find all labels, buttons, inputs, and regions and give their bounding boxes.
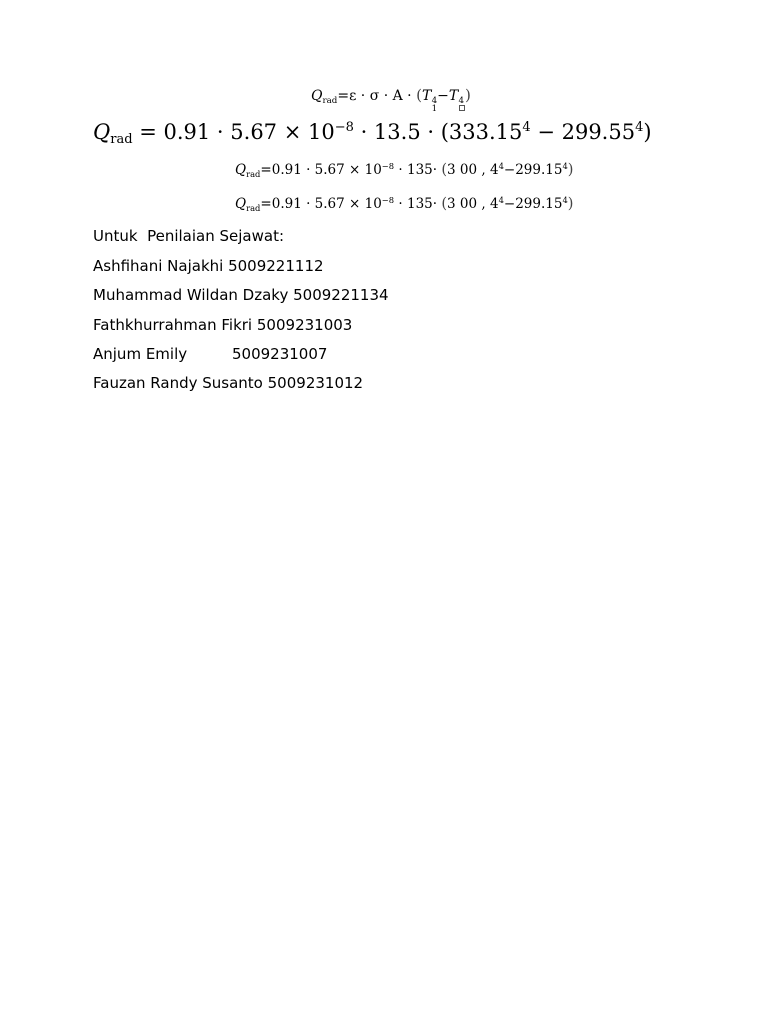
eq2-exponent-1: −8 <box>334 120 354 135</box>
member-name-1: Ashfihani Najakhi <box>93 257 224 275</box>
member-name-5: Fauzan Randy Susanto <box>93 374 263 392</box>
eq1-placeholder-box <box>459 105 465 111</box>
eq2-exponent-3: 4 <box>635 120 644 135</box>
eq4-q: Q <box>235 196 247 213</box>
eq1-t1: T <box>421 88 432 104</box>
eq3-body-2: · 135· <box>394 162 442 179</box>
eq4-body-2: · 135· <box>394 196 442 213</box>
eq4-body-1: =0.91 · 5.67 × 10 <box>260 196 382 213</box>
equation-substituted-small-2 <box>235 196 573 212</box>
eq1-right-paren: ) <box>465 86 471 104</box>
eq3-q: Q <box>235 162 247 179</box>
eq1-t1-subscript: 1 <box>431 104 438 115</box>
eq4-right-paren: ) <box>567 195 574 213</box>
member-nim-3: 5009231003 <box>256 316 353 334</box>
member-line-3 <box>93 318 352 333</box>
eq1-q-subscript: rad <box>322 95 338 106</box>
eq4-body-4: −299.15 <box>503 196 563 213</box>
eq4-q-subscript: rad <box>246 202 261 213</box>
eq1-q: Q <box>311 88 323 104</box>
eq1-t2-superscript: 4 <box>458 95 464 106</box>
eq3-right-paren: ) <box>567 161 574 179</box>
eq1-t1-superscript: 4 <box>431 95 438 106</box>
eq4-left-paren: ( <box>441 195 448 213</box>
eq2-body-4: ) <box>643 120 652 145</box>
eq4-body-3: 3 00 , 4 <box>447 196 499 213</box>
eq1-left-paren: ( <box>416 86 422 104</box>
eq3-body-1: =0.91 · 5.67 × 10 <box>260 162 382 179</box>
eq3-exponent-2: 4 <box>498 161 504 171</box>
eq2-body-1: = 0.91 · 5.67 × 10 <box>132 120 335 145</box>
eq1-t2: T <box>448 88 459 104</box>
member-nim-1: 5009221112 <box>228 257 324 275</box>
eq1-minus: − <box>437 88 449 104</box>
eq3-body-4: −299.15 <box>503 162 563 179</box>
eq2-body-3: − 299.55 <box>530 120 636 145</box>
eq4-exponent-3: 4 <box>562 195 568 205</box>
eq2-q: Q <box>93 120 111 145</box>
eq1-rhs: =ε · σ · A · <box>337 88 417 104</box>
eq3-body-3: 3 00 , 4 <box>447 162 499 179</box>
member-name-3: Fathkhurrahman Fikri <box>93 316 253 334</box>
eq3-left-paren: ( <box>441 161 448 179</box>
member-nim-2: 5009221134 <box>293 286 389 304</box>
member-nim-4: 5009231007 <box>232 345 328 363</box>
member-name-2: Muhammad Wildan Dzaky <box>93 286 289 304</box>
eq3-q-subscript: rad <box>246 168 261 179</box>
equation-general-form <box>311 88 471 113</box>
eq2-q-subscript: rad <box>110 132 133 148</box>
member-line-5 <box>93 376 363 391</box>
eq2-exponent-2: 4 <box>522 120 531 135</box>
equation-substituted-small-1 <box>235 162 573 178</box>
eq3-exponent-3: 4 <box>562 161 568 171</box>
equation-substituted-large <box>93 121 652 146</box>
member-line-2 <box>93 288 389 303</box>
member-name-4: Anjum Emily <box>93 345 188 363</box>
eq4-exponent-1: −8 <box>381 195 395 205</box>
member-nim-5: 5009231012 <box>267 374 364 392</box>
eq2-body-2: · 13.5 · (333.15 <box>353 120 523 145</box>
peer-review-heading: Untuk Penilaian Sejawat: <box>93 227 285 245</box>
member-line-1 <box>93 259 324 274</box>
eq3-exponent-1: −8 <box>381 161 395 171</box>
member-line-4 <box>93 345 328 363</box>
eq4-exponent-2: 4 <box>498 195 504 205</box>
